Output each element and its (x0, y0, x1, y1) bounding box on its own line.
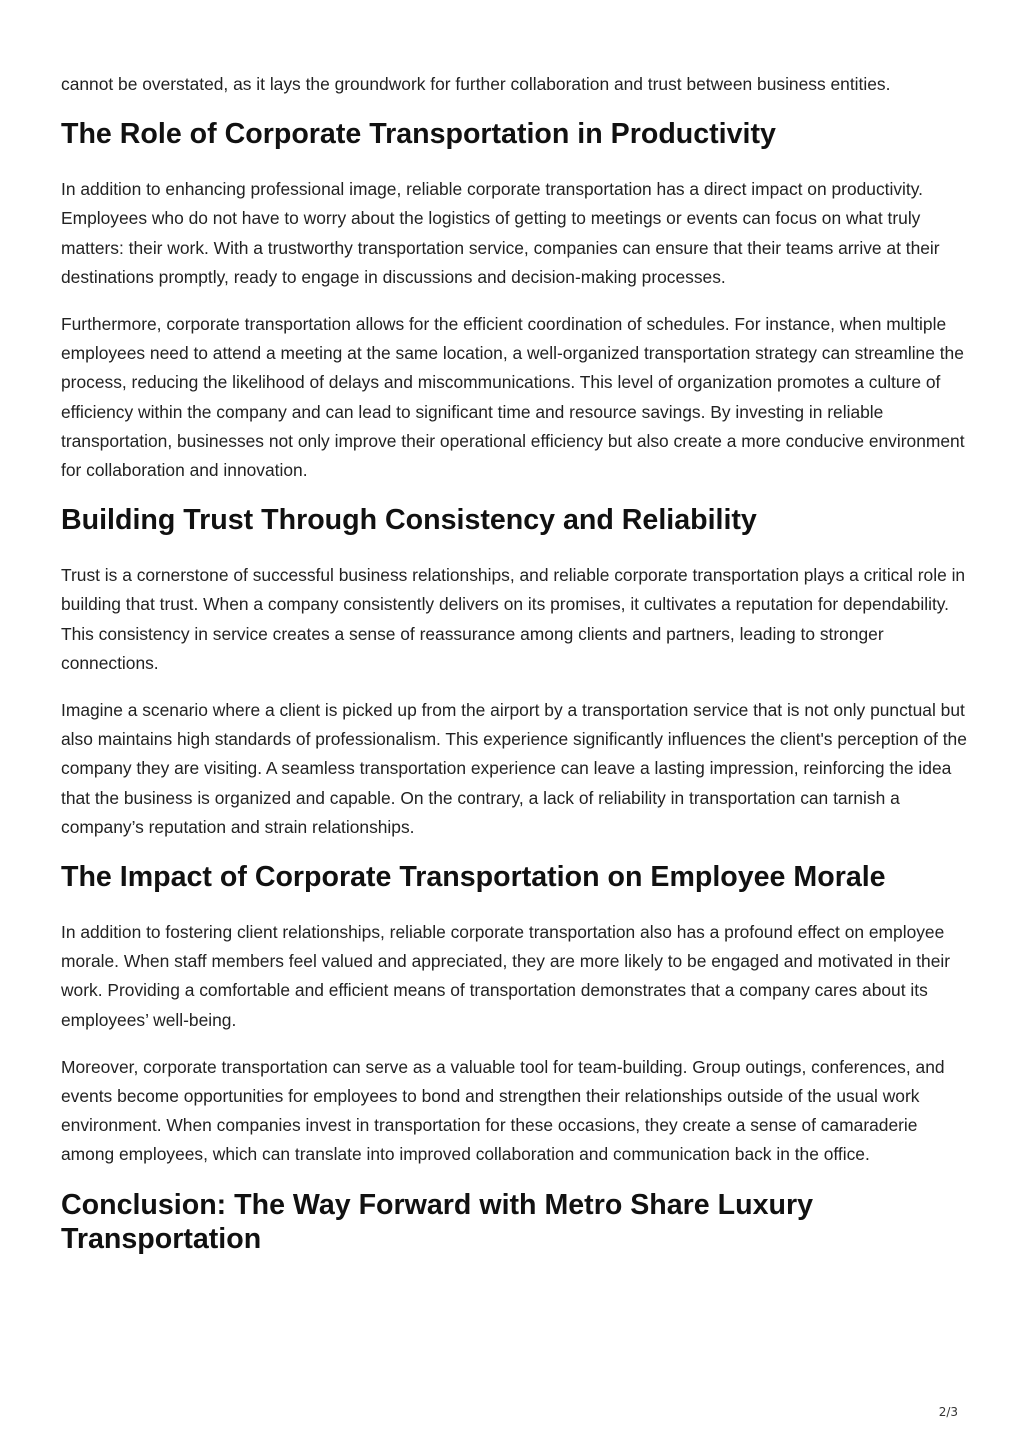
section-paragraph: In addition to enhancing professional image, reliable corporate transportation has a direct impact on productivity. Employees who do not have to worry about the logistics of getting to meetings or events can focus on what truly matters: their work. With a trustworthy transportation service, companies can ensure that their teams arrive at their destinations promptly, ready to engage in discussions and decision-making processes. (61, 179, 940, 287)
section-paragraph: Trust is a cornerstone of successful business relationships, and reliable corporate transportation plays a critical role in building that trust. When a company consistently delivers on its promises, it cultivates a reputation for dependability. This consistency in service creates a sense of reassurance among clients and partners, leading to stronger connections. (61, 565, 966, 673)
section-heading-trust: Building Trust Through Consistency and Reliability (61, 504, 757, 537)
section-heading-productivity: The Role of Corporate Transportation in Productivity (61, 118, 776, 151)
section-paragraph: Moreover, corporate transportation can serve as a valuable tool for team-building. Group outings, conferences, and events become opportunities for employees to bond and strengthen their relationships outside of the usual work environment. When companies invest in transportation for these occasions, they create a sense of camaraderie among employees, which can translate into improved collaboration and communication back in the office. (61, 1056, 945, 1165)
section-paragraph: In addition to fostering client relationships, reliable corporate transportation also has a profound effect on employee morale. When staff members feel valued and appreciated, they are more likely to be engaged and motivated in their work. Providing a comfortable and efficient means of transportation demonstrates that a company cares about its employees’ well-being. (61, 922, 951, 1030)
section-heading-morale: The Impact of Corporate Transportation on Employee Morale (61, 861, 886, 894)
intro-paragraph: cannot be overstated, as it lays the groundwork for further collaboration and trust between business entities. (61, 74, 891, 94)
section-heading-conclusion: Conclusion: The Way Forward with Metro Share Luxury Transportation (61, 1188, 813, 1255)
page-number: 2/3 (938, 1405, 958, 1419)
document-page (61, 70, 969, 1280)
section-paragraph: Imagine a scenario where a client is picked up from the airport by a transportation service that is not only punctual but also maintains high standards of professionalism. This experience significantly influences the client's perception of the company they are visiting. A seamless transportation experience can leave a lasting impression, reinforcing the idea that the business is organized and capable. On the contrary, a lack of reliability in transportation can tarnish a company’s reputation and strain relationships. (61, 700, 967, 837)
section-paragraph: Furthermore, corporate transportation allows for the efficient coordination of schedules. For instance, when multiple employees need to attend a meeting at the same location, a well-organized transportation strategy can streamline the process, reducing the likelihood of delays and miscommunications. This level of organization promotes a culture of efficiency within the company and can lead to significant time and resource savings. By investing in reliable transportation, businesses not only improve their operational efficiency but also create a more conducive environment for collaboration and innovation. (61, 314, 965, 481)
